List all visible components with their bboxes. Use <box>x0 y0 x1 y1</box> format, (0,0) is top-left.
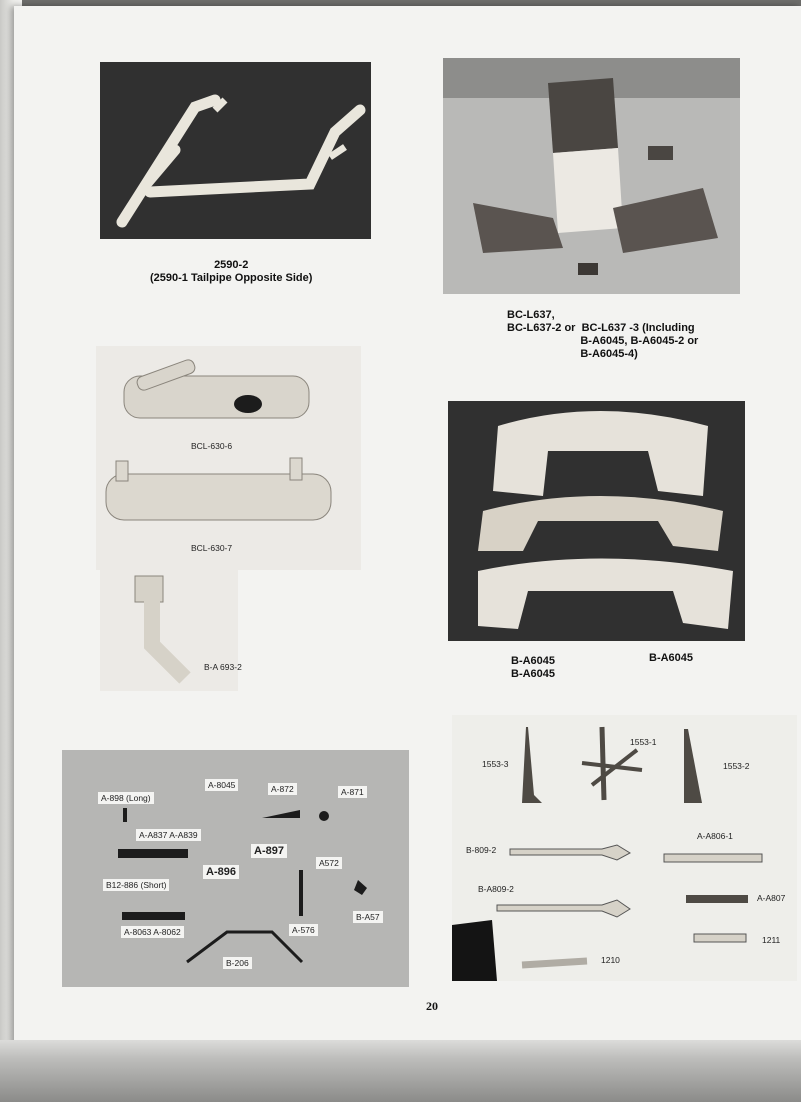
flange-caption-right: B-A6045 <box>649 652 694 664</box>
flange-illustration <box>448 401 745 641</box>
hardware-label-a897: A-897 <box>251 844 287 858</box>
part-label-aa806-1: A-A806-1 <box>697 831 733 841</box>
mount-parts-photo <box>452 715 797 981</box>
hardware-label-a896: A-896 <box>203 865 239 879</box>
tailpipe-photo <box>100 62 371 239</box>
part-label-1211: 1211 <box>762 935 781 945</box>
shroud-photo <box>443 58 740 294</box>
shroud-caption: BC-L637, BC-L637-2 or BC-L637 -3 (Including B-A6045, B-A6045-2 or B-A6045-4) <box>507 309 699 360</box>
hardware-label-b206: B-206 <box>223 957 252 969</box>
flange-caption-left: B-A6045 B-A6045 <box>511 655 556 680</box>
muffler-photo <box>96 346 361 570</box>
hardware-label-a872: A-872 <box>268 783 297 795</box>
shroud-illustration <box>443 58 740 294</box>
part-label-1553-2: 1553-2 <box>723 761 750 771</box>
muffler-label-middle: BCL-630-7 <box>191 543 233 553</box>
page-number: 20 <box>426 999 438 1013</box>
part-label-b809-2: B-809-2 <box>466 845 497 855</box>
tailpipe-illustration <box>100 62 371 239</box>
hardware-label-a871: A-871 <box>338 786 367 798</box>
part-label-aa807: A-A807 <box>757 893 786 903</box>
tailpipe-caption: 2590-2 (2590-1 Tailpipe Opposite Side) <box>150 259 313 284</box>
hardware-label-ba57: B-A57 <box>353 911 383 923</box>
muffler-illustration <box>96 346 361 570</box>
muffler-label-bottom: B-A 693-2 <box>204 662 242 672</box>
mount-parts-illustration <box>452 715 797 981</box>
elbow-photo <box>100 570 238 691</box>
flange-photo <box>448 401 745 641</box>
hardware-label-a576: A-576 <box>289 924 318 936</box>
hardware-label-a898: A-898 (Long) <box>98 792 154 804</box>
part-label-1210: 1210 <box>601 955 620 965</box>
hardware-label-aa837: A-A837 A-A839 <box>136 829 201 841</box>
hardware-label-a8045: A-8045 <box>205 779 238 791</box>
hardware-label-a572: A572 <box>316 857 342 869</box>
part-label-1553-1: 1553-1 <box>630 737 657 747</box>
part-label-1553-3: 1553-3 <box>482 759 509 769</box>
page-bottom-shadow <box>0 1040 801 1102</box>
part-label-ba809-2: B-A809-2 <box>478 884 514 894</box>
hardware-label-b12886: B12-886 (Short) <box>103 879 169 891</box>
muffler-label-top: BCL-630-6 <box>191 441 233 451</box>
hardware-label-a8063: A-8063 A-8062 <box>121 926 184 938</box>
elbow-illustration <box>100 570 238 691</box>
